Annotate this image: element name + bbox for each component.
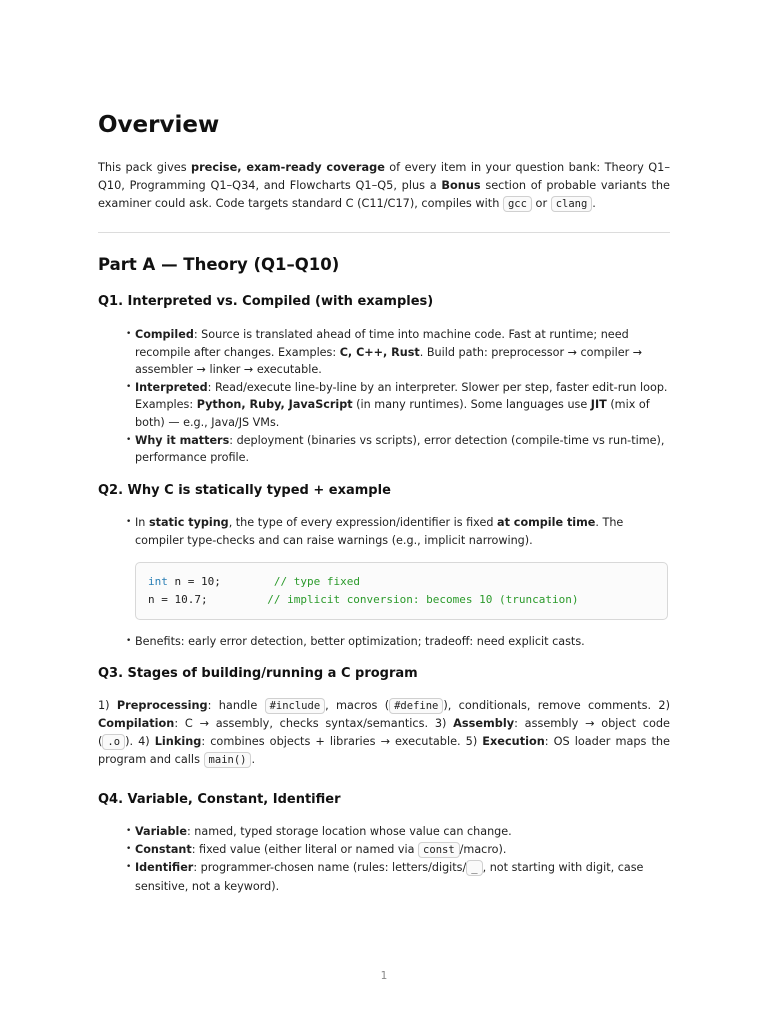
page-title: Overview (98, 112, 220, 138)
inline-code-clang: clang (551, 196, 593, 212)
inline-code-define: #define (389, 698, 443, 714)
list-item: • Why it matters: deployment (binaries vs scripts), error detection (compile-time vs run-time), performance profile. (126, 432, 670, 467)
list-item: • Variable: named, typed storage location whose value can change. (126, 823, 670, 841)
page-number: 1 (380, 970, 388, 982)
list-item: • Compiled: Source is translated ahead of time into machine code. Fast at runtime; need recompile after changes. Examples: C, C++, Rust. Build path: preprocessor → compiler → assembler → linker → executable. (126, 326, 670, 379)
q2-list-2 (126, 633, 670, 651)
question-heading-q3: Q3. Stages of building/running a C program (98, 666, 418, 681)
list-item: • Interpreted: Read/execute line-by-line by an interpreter. Slower per step, faster edit-run loop. Examples: Python, Ruby, JavaScript (in many runtimes). Some languages use JIT (mix of both) — e.g., Java/JS VMs. (126, 379, 670, 432)
q1-list (126, 326, 670, 467)
question-heading-q4: Q4. Variable, Constant, Identifier (98, 792, 341, 807)
inline-code-gcc: gcc (503, 196, 532, 212)
code-line-1: int n = 10; // type fixed (148, 575, 360, 588)
code-line-2: n = 10.7; // implicit conversion: becomes 10 (truncation) (148, 593, 579, 606)
question-heading-q2: Q2. Why C is statically typed + example (98, 483, 391, 498)
question-heading-q1: Q1. Interpreted vs. Compiled (with examples) (98, 294, 434, 309)
list-item: • Benefits: early error detection, better optimization; tradeoff: need explicit casts. (126, 633, 670, 651)
q2-list-1 (126, 514, 670, 549)
overview-paragraph: This pack gives precise, exam-ready coverage of every item in your question bank: Theory Q1–Q10, Programming Q1–Q34, and Flowcharts Q1–Q5, plus a Bonus section of probable variants the examiner could ask. Code targets standard C (C11/C17), compiles with gcc or clang . (98, 161, 670, 210)
list-item: • In static typing, the type of every expression/identifier is fixed at compile time. The compiler type-checks and can raise warnings (e.g., implicit narrowing). (126, 514, 670, 549)
q3-paragraph: 1) Preprocessing: handle #include , macros ( #define ), conditionals, remove comments. 2) Compilation: C → assembly, checks syntax/semantics. 3) Assembly: assembly → object code ( .o ). 4) Linking: combines objects + libraries → executable. 5) Execution: OS loader maps the program and calls main() . (98, 699, 671, 766)
inline-code-main: main() (204, 752, 252, 768)
section-divider (98, 232, 670, 233)
q4-list (126, 823, 670, 895)
inline-code-const: const (418, 842, 460, 858)
list-item: • Constant: fixed value (either literal or named via const /macro). (126, 841, 670, 860)
section-heading-part-a: Part A — Theory (Q1–Q10) (98, 255, 340, 274)
inline-code-underscore: _ (466, 860, 482, 876)
inline-code-o: .o (102, 734, 125, 750)
code-block (135, 562, 668, 620)
inline-code-include: #include (265, 698, 326, 714)
list-item: • Identifier: programmer-chosen name (rules: letters/digits/ _ , not starting with digit, case sensitive, not a keyword). (126, 859, 670, 895)
